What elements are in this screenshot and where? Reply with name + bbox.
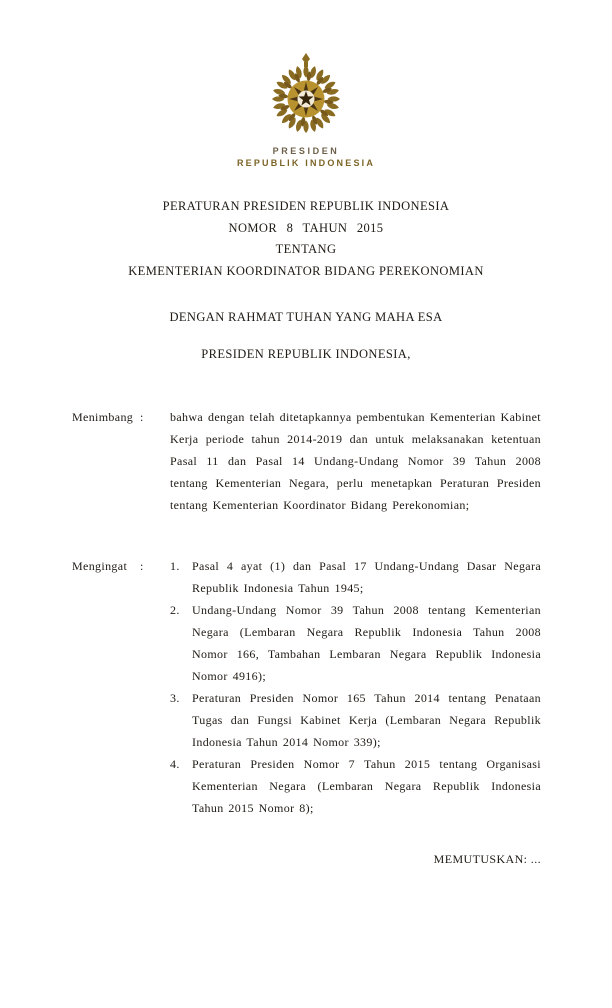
- title-line-regulation: PERATURAN PRESIDEN REPUBLIK INDONESIA: [162, 199, 450, 213]
- considerations-label: Menimbang: [72, 410, 134, 424]
- list-item-number: 4.: [170, 757, 180, 771]
- list-item-text: Undang-Undang Nomor 39 Tahun 2008 tentang Kementerian Negara (Lembaran Negara Republik Indonesia Tahun 2008 Nomor 166, Tambahan Lembaran Negara Republik Indonesia Nomor 4916);: [192, 603, 541, 683]
- list-item: [170, 599, 541, 687]
- list-item-number: 3.: [170, 691, 180, 705]
- title-line-tentang: TENTANG: [275, 242, 337, 256]
- considerations-text: bahwa dengan telah ditetapkannya pembentukan Kementerian Kabinet Kerja periode tahun 2014-2019 dan untuk melaksanakan ketentuan Pasal 11 dan Pasal 14 Undang-Undang Nomor 39 Tahun 2008 tentang Kementerian Negara, perlu menetapkan Peraturan Presiden tentang Kementerian Koordinator Bidang Perekonomian;: [170, 410, 541, 512]
- legal-basis-colon: :: [140, 559, 144, 573]
- document-title-block: [0, 196, 612, 282]
- invocation-line: DENGAN RAHMAT TUHAN YANG MAHA ESA: [169, 310, 443, 324]
- list-item-text: Peraturan Presiden Nomor 165 Tahun 2014 tentang Penataan Tugas dan Fungsi Kabinet Kerja (Lembaran Negara Republik Indonesia Tahun 2014 Nomor 339);: [192, 691, 541, 749]
- letterhead-republik-indonesia: REPUBLIK INDONESIA: [236, 158, 376, 168]
- list-item-text: Peraturan Presiden Nomor 7 Tahun 2015 tentang Organisasi Kementerian Negara (Lembaran Negara Republik Indonesia Tahun 2015 Nomor 8);: [192, 757, 541, 815]
- legal-basis-section: [72, 555, 541, 819]
- title-line-number: NOMOR 8 TAHUN 2015: [228, 220, 384, 235]
- authority-line: PRESIDEN REPUBLIK INDONESIA,: [201, 347, 411, 361]
- title-line-subject: KEMENTERIAN KOORDINATOR BIDANG PEREKONOMIAN: [128, 263, 484, 278]
- legal-basis-label: Mengingat: [72, 559, 128, 573]
- considerations-colon: :: [140, 410, 144, 424]
- list-item-number: 2.: [170, 603, 180, 617]
- legal-basis-list: [170, 555, 541, 819]
- list-item: [170, 555, 541, 599]
- list-item-number: 1.: [170, 559, 180, 573]
- list-item-text: Pasal 4 ayat (1) dan Pasal 17 Undang-Undang Dasar Negara Republik Indonesia Tahun 1945;: [192, 559, 541, 595]
- considerations-section: [72, 406, 541, 516]
- list-item: [170, 687, 541, 753]
- presidential-seal-icon: [267, 50, 345, 138]
- letterhead-presiden: PRESIDEN: [272, 146, 340, 156]
- decision-line: MEMUTUSKAN: ...: [433, 852, 541, 866]
- list-item: [170, 753, 541, 819]
